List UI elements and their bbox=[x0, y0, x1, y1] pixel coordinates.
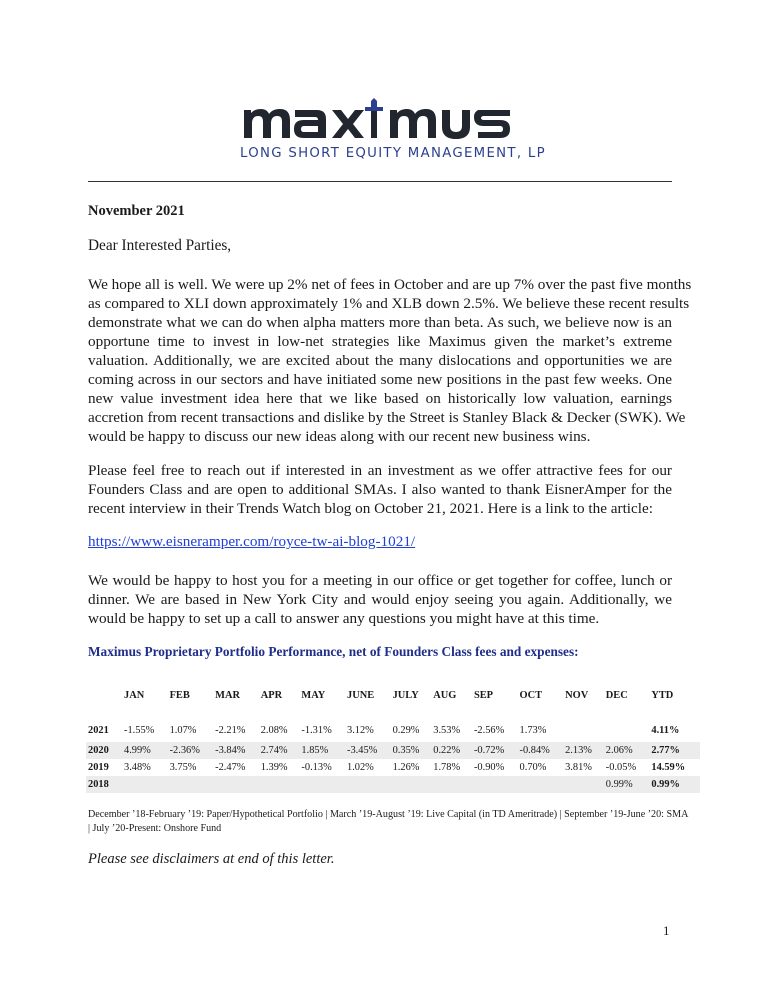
paragraph-line: new value investment idea here that we like based on historically low valuation, earnings bbox=[88, 390, 672, 407]
paragraph-line: Please feel free to reach out if interested in an investment as we offer attractive fees for our bbox=[88, 462, 672, 479]
paragraph-performance-update bbox=[88, 275, 692, 446]
table-cell: 0.99% bbox=[604, 776, 650, 793]
table-row bbox=[86, 776, 700, 793]
paragraph-line: opportune time to invest in low-net strategies like Maximus given the market’s extreme bbox=[88, 333, 672, 350]
column-header: APR bbox=[260, 689, 283, 701]
table-cell bbox=[518, 776, 564, 793]
column-header: NOV bbox=[565, 689, 589, 701]
table-cell: -2.21% bbox=[215, 725, 246, 736]
disclaimer-note: Please see disclaimers at end of this letter. bbox=[88, 851, 335, 867]
paragraph-line: would be happy to set up a call to answer any questions you might have at this time. bbox=[88, 610, 600, 627]
performance-title: Maximus Proprietary Portfolio Performance, net of Founders Class fees and expenses: bbox=[88, 644, 579, 659]
row-year: 2018 bbox=[86, 776, 122, 793]
column-header: DEC bbox=[605, 689, 628, 701]
table-cell bbox=[604, 722, 650, 742]
table-cell: 1.02% bbox=[347, 762, 374, 773]
paragraph-line: coming across in our sectors and have initiated some new positions in the past few weeks. One bbox=[88, 371, 672, 388]
column-header: JAN bbox=[124, 689, 145, 701]
column-header: JUNE bbox=[347, 689, 375, 701]
column-header: OCT bbox=[519, 689, 543, 701]
column-header: YTD bbox=[651, 689, 674, 701]
paragraph-line: We hope all is well. We were up 2% net of fees in October and are up 7% over the past five months bbox=[88, 276, 692, 293]
table-cell: 2.13% bbox=[563, 742, 604, 759]
table-cell: 3.12% bbox=[347, 725, 374, 736]
table-row bbox=[86, 742, 700, 759]
page-number: 1 bbox=[663, 923, 670, 938]
table-cell: 1.07% bbox=[169, 725, 197, 736]
table-cell bbox=[391, 776, 432, 793]
column-header: AUG bbox=[433, 689, 457, 701]
table-cell: -0.05% bbox=[605, 762, 637, 773]
table-cell: 3.75% bbox=[169, 762, 197, 773]
table-row bbox=[86, 722, 700, 742]
paragraph-investment-invite bbox=[88, 461, 672, 518]
table-cell bbox=[168, 776, 214, 793]
paragraph-line: would be happy to discuss our new ideas along with our recent new business wins. bbox=[88, 428, 591, 445]
letter-greeting: Dear Interested Parties, bbox=[88, 237, 232, 254]
table-cell: -3.84% bbox=[213, 742, 259, 759]
table-row bbox=[86, 759, 700, 776]
letter-date: November 2021 bbox=[88, 203, 185, 219]
table-cell: 0.29% bbox=[392, 725, 420, 736]
table-cell: 1.85% bbox=[299, 742, 345, 759]
table-cell: -2.56% bbox=[473, 725, 505, 736]
paragraph-line: recent interview in their Trends Watch blog on October 21, 2021. Here is a link to the article: bbox=[88, 500, 653, 517]
table-cell: 1.73% bbox=[519, 725, 547, 736]
table-cell bbox=[259, 776, 300, 793]
paragraph-line: as compared to XLI down approximately 1% and XLB down 2.5%. We believe these recent results bbox=[88, 295, 690, 312]
table-cell: 1.39% bbox=[260, 762, 288, 773]
company-logo bbox=[240, 98, 546, 162]
article-link[interactable]: https://www.eisneramper.com/royce-tw-ai-blog-1021/ bbox=[88, 533, 416, 550]
column-header: JULY bbox=[392, 689, 419, 701]
ytd-cell: 0.99% bbox=[649, 776, 700, 793]
paragraph-line: We would be happy to host you for a meeting in our office or get together for coffee, lunch or bbox=[88, 572, 672, 589]
table-cell bbox=[213, 776, 259, 793]
paragraph-line: accretion from recent transactions and dislike by the Street is Stanley Black & Decker (SWK). We bbox=[88, 409, 686, 426]
table-cell bbox=[472, 776, 518, 793]
table-cell: 3.81% bbox=[565, 762, 592, 773]
table-cell: 2.06% bbox=[604, 742, 650, 759]
table-cell: 3.53% bbox=[433, 725, 461, 736]
paragraph-line: dinner. We are based in New York City and would enjoy seeing you again. Additionally, we bbox=[88, 591, 672, 608]
table-cell bbox=[345, 776, 391, 793]
table-cell bbox=[563, 776, 604, 793]
table-cell bbox=[122, 776, 168, 793]
table-header-row bbox=[86, 686, 700, 722]
table-cell: 4.99% bbox=[122, 742, 168, 759]
table-cell: -0.90% bbox=[473, 762, 505, 773]
table-cell: 2.74% bbox=[259, 742, 300, 759]
column-header: SEP bbox=[473, 689, 494, 701]
table-cell bbox=[563, 722, 604, 742]
logo-wordmark-svg bbox=[240, 98, 520, 142]
table-cell: -1.31% bbox=[301, 725, 332, 736]
table-cell: 0.22% bbox=[431, 742, 472, 759]
logo-subtitle: LONG SHORT EQUITY MANAGEMENT, LP bbox=[240, 146, 546, 161]
table-cell: -2.36% bbox=[168, 742, 214, 759]
table-cell: 0.70% bbox=[519, 762, 547, 773]
column-header: FEB bbox=[169, 689, 190, 701]
performance-footnote: December ’18-February ’19: Paper/Hypothetical Portfolio | March ’19-August ’19: Live Capital (in TD Ameritrade) | September ’19-June ’20: SMA | July ’20-Present: Onshore Fund bbox=[88, 809, 688, 834]
table-cell: -0.13% bbox=[301, 762, 332, 773]
performance-table bbox=[86, 686, 700, 793]
table-cell: -3.45% bbox=[345, 742, 391, 759]
row-year: 2020 bbox=[86, 742, 122, 759]
column-header: MAY bbox=[301, 689, 326, 701]
row-year: 2021 bbox=[88, 725, 109, 736]
ytd-cell: 14.59% bbox=[651, 762, 686, 773]
header-divider bbox=[88, 181, 672, 182]
year-header bbox=[86, 686, 122, 722]
table-cell: -1.55% bbox=[124, 725, 155, 736]
table-cell: -2.47% bbox=[215, 762, 246, 773]
table-cell: -0.72% bbox=[472, 742, 518, 759]
paragraph-line: Founders Class and are open to additional SMAs. I also wanted to thank EisnerAmper for the bbox=[88, 481, 672, 498]
paragraph-meeting-offer bbox=[88, 571, 672, 628]
table-cell bbox=[299, 776, 345, 793]
row-year: 2019 bbox=[88, 762, 109, 773]
logo-wordmark bbox=[240, 98, 520, 147]
paragraph-line: demonstrate what we can do when alpha matters more than beta. As such, we believe now is an bbox=[88, 314, 672, 331]
table-cell: 2.08% bbox=[260, 725, 288, 736]
table-cell: 1.26% bbox=[392, 762, 420, 773]
table-cell: -0.84% bbox=[518, 742, 564, 759]
table-cell: 0.35% bbox=[391, 742, 432, 759]
ytd-cell: 2.77% bbox=[649, 742, 700, 759]
column-header: MAR bbox=[215, 689, 240, 701]
table-cell bbox=[431, 776, 472, 793]
table-cell: 1.78% bbox=[433, 762, 461, 773]
ytd-cell: 4.11% bbox=[651, 725, 680, 736]
table-cell: 3.48% bbox=[124, 762, 151, 773]
paragraph-line: valuation. Additionally, we are excited about the many dislocations and opportunities we are bbox=[88, 352, 672, 369]
